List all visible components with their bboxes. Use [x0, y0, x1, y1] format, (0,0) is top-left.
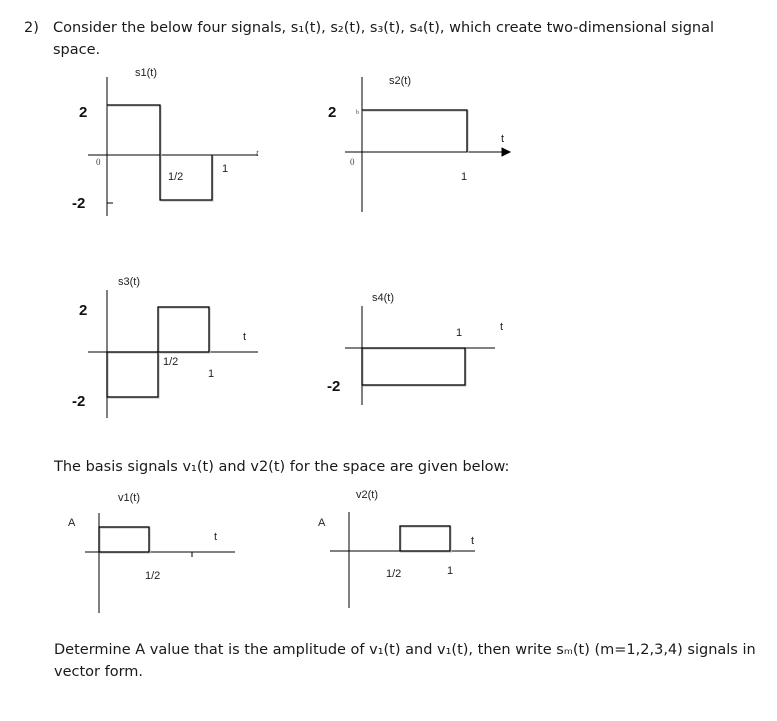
s2-x-one-label: 1: [461, 171, 468, 183]
s4-x-one-label: 1: [456, 327, 463, 339]
s1-x-one-label: 1: [222, 163, 229, 175]
v2-pulse: [400, 526, 450, 551]
s2-arrowhead: [502, 148, 510, 156]
v1-t-label: t: [214, 531, 218, 543]
s2-tick-mark: b: [356, 110, 359, 116]
v2-x-half-label: 1/2: [386, 568, 402, 580]
s2-y-high-label: 2: [328, 104, 337, 121]
s1-x-end-label: t: [256, 148, 259, 158]
problem-statement-line1: Consider the below four signals, s₁(t), s₂(t), s₃(t), s₄(t), which create two-dimensional signal: [53, 20, 715, 36]
s1-x-half-label: 1/2: [168, 171, 184, 183]
v2-x-one-label: 1: [447, 565, 454, 577]
question-line2: vector form.: [54, 664, 144, 680]
s1-y-high-label: 2: [79, 104, 88, 121]
s1-plot: [88, 77, 258, 216]
s1-y-low-label: -2: [72, 195, 86, 212]
question-line1: Determine A value that is the amplitude of v₁(t) and v₁(t), then write sₘ(t) (m=1,2,3,4) signals in: [54, 642, 756, 658]
s4-negative-pulse: [362, 348, 465, 385]
s3-x-one-label: 1: [208, 368, 215, 380]
s3-positive-pulse: [158, 307, 209, 352]
s3-x-half-label: 1/2: [163, 356, 179, 368]
s1-origin-label: 0: [96, 157, 101, 167]
v2-amp-label: A: [318, 517, 326, 529]
s2-t-label: t: [501, 133, 505, 145]
basis-intro: The basis signals v₁(t) and v2(t) for the space are given below:: [54, 459, 510, 475]
s3-y-low-label: -2: [72, 393, 86, 410]
v1-title: v1(t): [118, 492, 140, 504]
s3-title: s3(t): [118, 276, 140, 288]
s3-y-high-label: 2: [79, 302, 88, 319]
s3-plot: [88, 290, 258, 418]
v2-t-label: t: [471, 535, 475, 547]
v1-x-half-label: 1/2: [145, 570, 161, 582]
v1-plot: [85, 513, 235, 613]
s4-plot: [345, 306, 495, 405]
s3-negative-pulse: [107, 352, 158, 397]
s1-title: s1(t): [135, 67, 157, 79]
s4-y-low-label: -2: [327, 378, 341, 395]
v2-plot: [330, 512, 475, 608]
s2-origin-label: 0: [350, 157, 355, 167]
s1-waveform: [107, 105, 212, 200]
v1-pulse: [99, 527, 149, 552]
s4-t-label: t: [500, 321, 504, 333]
s4-title: s4(t): [372, 292, 394, 304]
v1-amp-label: A: [68, 517, 76, 529]
problem-number: 2): [24, 20, 39, 36]
problem-statement-line2: space.: [53, 42, 101, 58]
s2-title: s2(t): [389, 75, 411, 87]
v2-title: v2(t): [356, 489, 378, 501]
s3-t-label: t: [243, 331, 247, 343]
s2-plot: [345, 77, 510, 212]
s2-waveform: [362, 110, 467, 152]
